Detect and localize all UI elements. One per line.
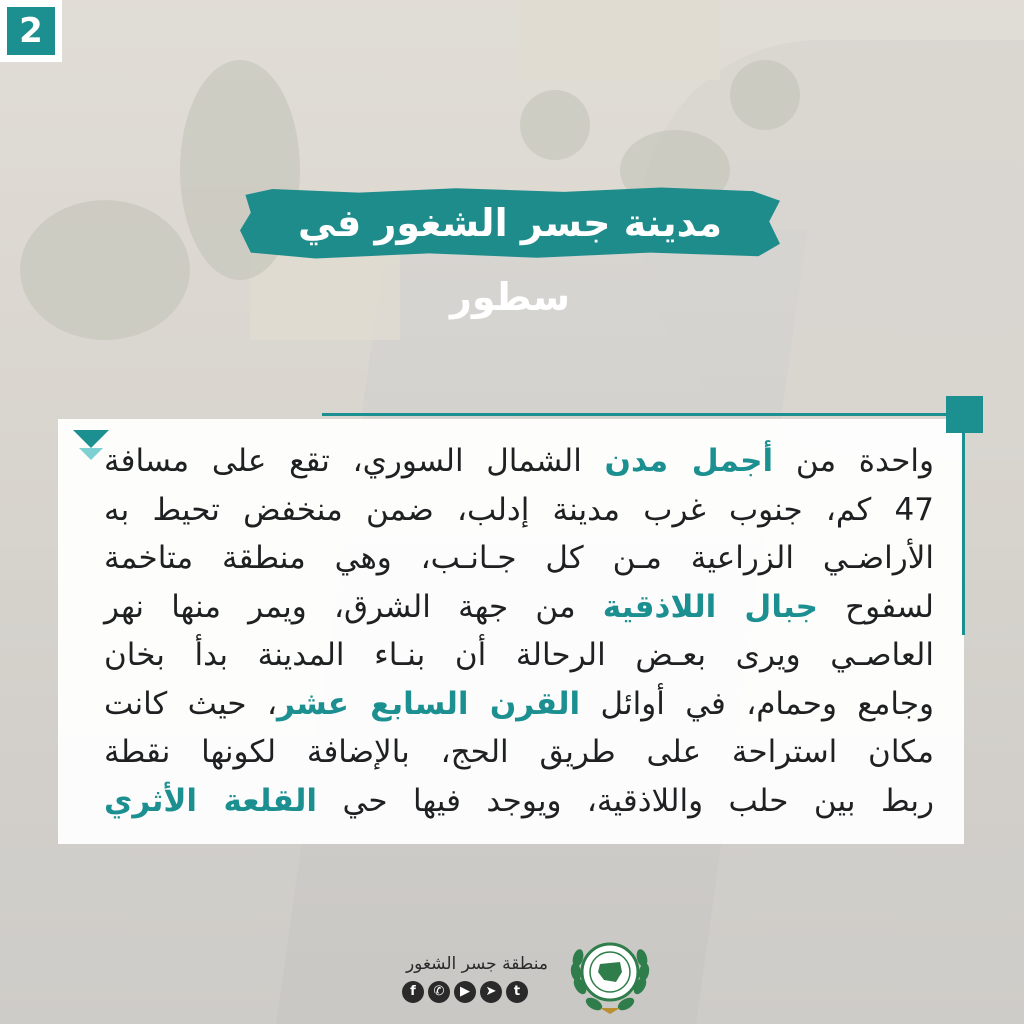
frame-line-right [962,413,965,635]
body-paragraph [104,437,934,825]
highlighted-phrase: القلعة الأثري [104,782,318,819]
region-name: منطقة جسر الشغور [405,954,548,974]
telegram-icon[interactable]: ➤ [480,981,502,1003]
highlighted-phrase: جبال اللاذقية [602,588,818,625]
title-banner [240,186,780,319]
paragraph-line [104,728,934,777]
paragraph-line [104,777,934,826]
text-segment: ، حيث كانت [104,685,277,722]
text-segment: لسفوح [817,588,934,625]
paragraph-line [104,583,934,632]
footer [378,928,668,1018]
paragraph-line [104,437,934,486]
highlighted-phrase: أجمل مدن [604,443,774,479]
youtube-icon[interactable]: ▶ [454,981,476,1003]
text-segment: وجامع وحمام، في أوائل [580,685,934,722]
text-segment: من جهة الشرق، ويمر منها نهر [104,588,603,625]
municipality-emblem-logo [564,928,656,1020]
facebook-icon[interactable]: f [402,981,424,1003]
text-segment: ربط بين حلب واللاذقية، ويوجد فيها حي [317,782,934,819]
social-icons [402,981,528,1003]
page-number: 2 [7,7,55,55]
text-segment: العاصـي ويرى بعـض الرحالة أن بنـاء المدينة بدأ بخان [104,637,934,673]
frame-line-top [322,413,946,416]
page-number-badge [0,0,62,62]
tumblr-icon[interactable]: t [506,981,528,1003]
text-segment: الشمال السوري، تقع على مسافة [104,443,605,479]
paragraph-line [104,631,934,680]
text-segment: واحدة من [773,443,934,479]
text-segment: مكان استراحة على طريق الحج، بالإضافة لكونها نقطة [104,734,934,770]
page-title: مدينة جسر الشغور في سطور [297,201,723,319]
text-segment: الأراضـي الزراعية مـن كل جـانـب، وهي منطقة متاخمة [104,540,934,576]
highlighted-phrase: القرن السابع عشر [276,685,581,722]
text-segment: 47 كم، جنوب غرب مدينة إدلب، ضمن منخفض تحيط به [104,491,934,528]
corner-square [946,396,983,433]
paragraph-line [104,486,934,535]
paragraph-line [104,680,934,729]
whatsapp-icon[interactable]: ✆ [428,981,450,1003]
paragraph-line [104,534,934,583]
